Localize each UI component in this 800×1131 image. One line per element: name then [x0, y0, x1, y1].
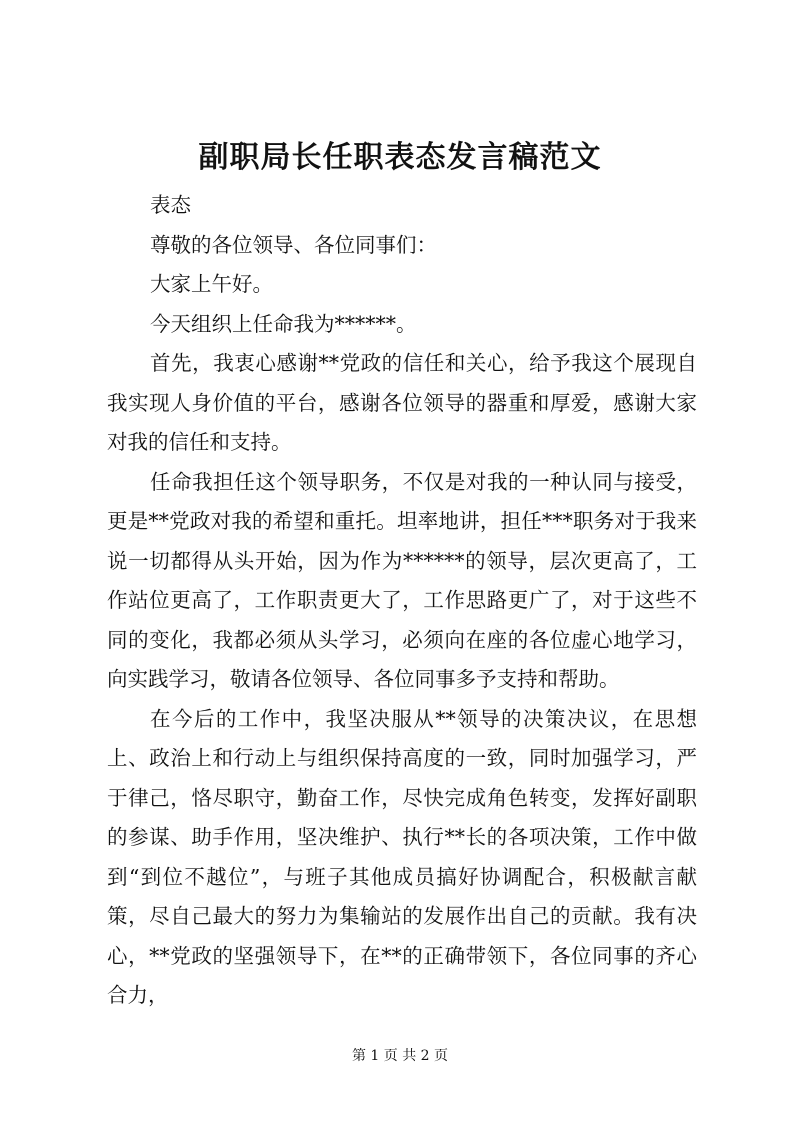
paragraph-1: 表态 — [150, 193, 192, 217]
paragraph-7: 在今后的工作中，我坚决服从**领导的决策决议，在思想上、政治上和行动上与组织保持高度的一致，同时加强学习，严于律己，恪尽职守，勤奋工作，尽快完成角色转变，发挥好副职的参谋、助手作用，坚决维护、执行**长的各项决策，工作中做到“到位不越位”，与班子其他成员搞好协调配合，积极献言献策，尽自己最大的努力为集输站的发展作出自己的贡献。我有决心，**党政的坚强领导下，在**的正确带领下，各位同事的齐心合力， — [107, 706, 697, 1007]
paragraph-6: 任命我担任这个领导职务，不仅是对我的一种认同与接受，更是**党政对我的希望和重托。坦率地讲，担任***职务对于我来说一切都得从头开始，因为作为******的领导，层次更高了，工作站位更高了，工作职责更大了，工作思路更广了，对于这些不同的变化，我都必须从头学习，必须向在座的各位虚心地学习，向实践学习，敬请各位领导、各位同事多予支持和帮助。 — [107, 469, 697, 691]
paragraph-4: 今天组织上任命我为******。 — [150, 311, 417, 336]
document-title: 副职局长任职表态发言稿范文 — [198, 140, 602, 175]
paragraph-2: 尊敬的各位领导、各位同事们： — [150, 232, 438, 257]
document-body — [107, 186, 697, 1016]
paragraph-3: 大家上午好。 — [150, 272, 274, 296]
page-footer: 第 1 页 共 2 页 — [351, 1048, 449, 1064]
paragraph-5: 首先，我衷心感谢**党政的信任和关心，给予我这个展现自我实现人身价值的平台，感谢各位领导的器重和厚爱，感谢大家对我的信任和支持。 — [107, 351, 697, 454]
